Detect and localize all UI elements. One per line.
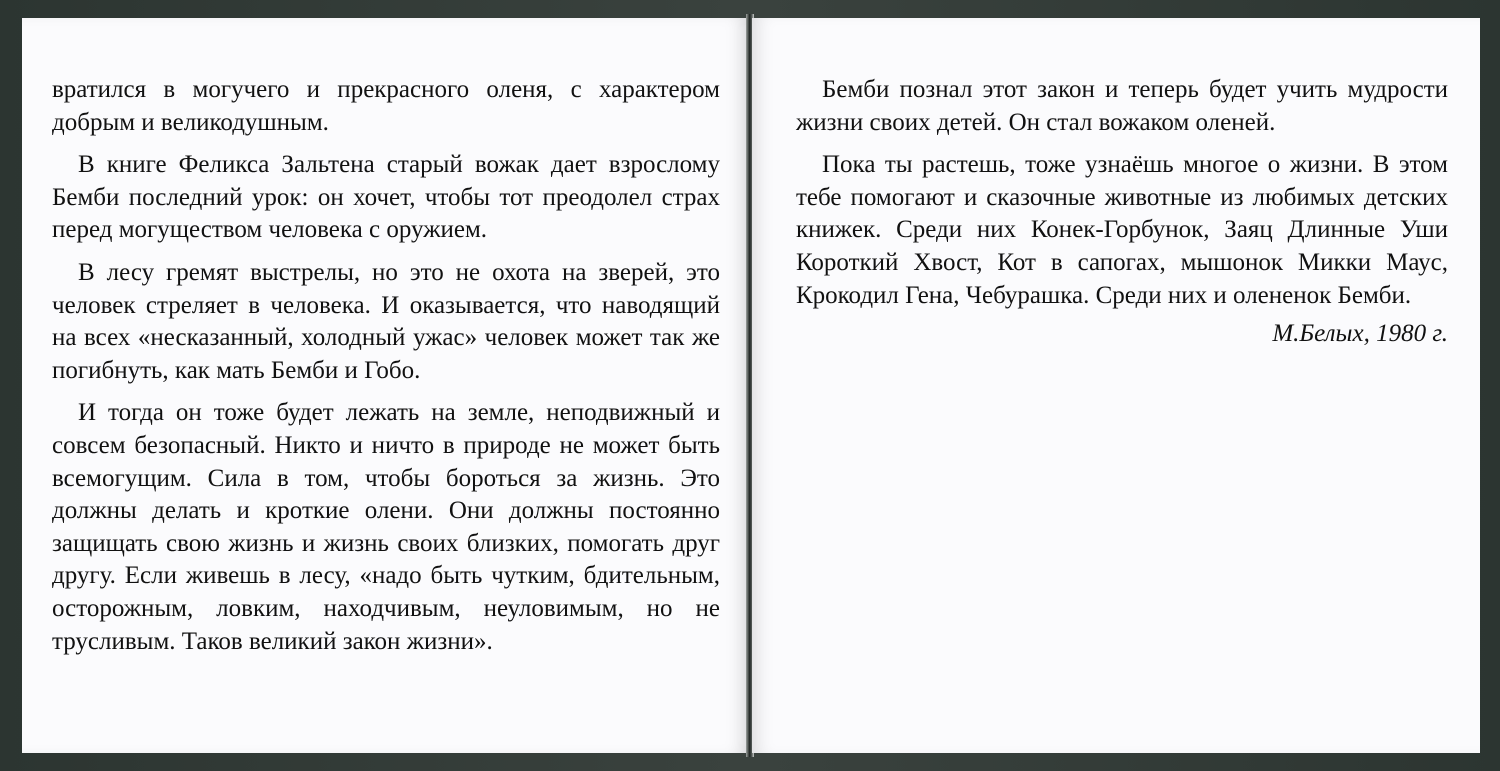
paragraph: И тогда он тоже будет лежать на земле, неподвижный и совсем безопасный. Никто и ничто в природе не может быть всемогущим. Сила в том, чтобы бороться за жизнь. Это должны делать и кроткие олени. Они должны постоянно защищать свою жизнь и жизнь своих близких, помогать друг другу. Если живешь в лесу, «надо быть чутким, бдительным, осторожным, ловким, находчивым, неуловимым, но не трусливым. Таков великий закон жизни». bbox=[52, 399, 720, 655]
paragraph: В книге Феликса Зальтена старый вожак дает взрослому Бемби последний урок: он хочет, чтобы тот преодолел страх перед могуществом человека с оружием. bbox=[52, 151, 720, 244]
right-page bbox=[752, 18, 1480, 753]
left-page bbox=[22, 18, 748, 753]
paragraph: Бемби познал этот закон и теперь будет учить мудрости жизни своих детей. Он стал вожаком оленей. bbox=[796, 76, 1448, 136]
paragraph: Пока ты растешь, тоже узнаёшь многое о жизни. В этом тебе помогают и сказочные животные из любимых детских книжек. Среди них Конек-Горбунок, Заяц Длинные Уши Короткий Хвост, Кот в сапогах, мышонок Микки Маус, Крокодил Гена, Чебурашка. Среди них и олененок Бемби. bbox=[796, 151, 1448, 309]
left-page-text bbox=[52, 74, 720, 658]
author-signature: М.Белых, 1980 г. bbox=[1272, 320, 1448, 348]
paragraph: вратился в могучего и прекрасного оленя, с характером добрым и великодушным. bbox=[52, 76, 720, 136]
right-page-text bbox=[796, 74, 1448, 312]
paragraph: В лесу гремят выстрелы, но это не охота на зверей, это человек стреляет в человека. И оказывается, что наводящий на всех «несказанный, холодный ужас» человек может так же погибнуть, как мать Бемби и Гобо. bbox=[52, 258, 720, 384]
